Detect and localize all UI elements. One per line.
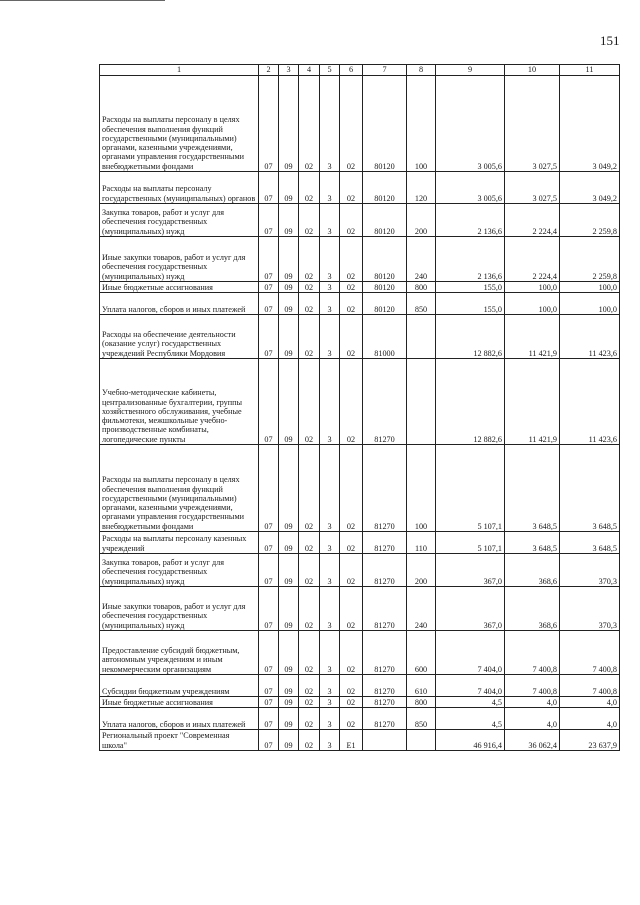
cell-c7: 80120 xyxy=(363,237,407,282)
table-row xyxy=(100,532,620,554)
cell-c10: 368,6 xyxy=(505,587,560,631)
cell-c9: 5 107,1 xyxy=(436,445,505,532)
cell-c2: 07 xyxy=(259,76,279,172)
cell-c11: 3 648,5 xyxy=(560,532,620,554)
cell-c10: 4,0 xyxy=(505,697,560,708)
cell-c9: 7 404,0 xyxy=(436,631,505,675)
cell-c3: 09 xyxy=(279,730,299,751)
cell-c11: 11 423,6 xyxy=(560,315,620,359)
cell-c4: 02 xyxy=(299,708,320,730)
cell-c5: 3 xyxy=(320,293,340,315)
cell-c6: 02 xyxy=(340,587,363,631)
cell-c2: 07 xyxy=(259,237,279,282)
cell-c11: 370,3 xyxy=(560,554,620,587)
row-label: Иные закупки товаров, работ и услуг для обеспечения государственных (муниципальных) нужд xyxy=(100,237,259,282)
table-row xyxy=(100,675,620,697)
cell-c8: 240 xyxy=(407,237,436,282)
cell-c7: 81270 xyxy=(363,708,407,730)
cell-c5: 3 xyxy=(320,554,340,587)
cell-c3: 09 xyxy=(279,293,299,315)
cell-c6: 02 xyxy=(340,315,363,359)
cell-c7: 81270 xyxy=(363,675,407,697)
cell-c9: 46 916,4 xyxy=(436,730,505,751)
cell-c11: 100,0 xyxy=(560,293,620,315)
row-label: Расходы на выплаты персоналу казенных учреждений xyxy=(100,532,259,554)
row-label: Региональный проект "Современная школа" xyxy=(100,730,259,751)
cell-c6: 02 xyxy=(340,697,363,708)
cell-c7: 80120 xyxy=(363,76,407,172)
cell-c5: 3 xyxy=(320,587,340,631)
cell-c11: 2 259,8 xyxy=(560,237,620,282)
cell-c4: 02 xyxy=(299,293,320,315)
cell-c2: 07 xyxy=(259,708,279,730)
cell-c7: 81270 xyxy=(363,445,407,532)
table-row xyxy=(100,76,620,172)
cell-c6: 02 xyxy=(340,359,363,445)
cell-c11: 2 259,8 xyxy=(560,204,620,237)
cell-c10: 11 421,9 xyxy=(505,359,560,445)
cell-c5: 3 xyxy=(320,697,340,708)
cell-c10: 11 421,9 xyxy=(505,315,560,359)
cell-c5: 3 xyxy=(320,315,340,359)
cell-c3: 09 xyxy=(279,708,299,730)
cell-c5: 3 xyxy=(320,76,340,172)
row-label: Иные закупки товаров, работ и услуг для обеспечения государственных (муниципальных) нужд xyxy=(100,587,259,631)
cell-c9: 155,0 xyxy=(436,293,505,315)
column-header-5: 5 xyxy=(320,65,340,76)
cell-c7: 80120 xyxy=(363,293,407,315)
cell-c10: 36 062,4 xyxy=(505,730,560,751)
row-label: Учебно-методические кабинеты, централизованные бухгалтерии, группы хозяйственного обслуживания, учебные фильмотеки, межшкольные учебно-производственные комбинаты, логопедические пункты xyxy=(100,359,259,445)
cell-c4: 02 xyxy=(299,675,320,697)
row-label: Расходы на выплаты персоналу в целях обеспечения выполнения функций государственными (муниципальными) органами, казенными учреждениями, органами управления государственными внебюджетными фондами xyxy=(100,445,259,532)
cell-c5: 3 xyxy=(320,237,340,282)
cell-c9: 3 005,6 xyxy=(436,172,505,204)
table-row xyxy=(100,445,620,532)
cell-c9: 7 404,0 xyxy=(436,675,505,697)
cell-c2: 07 xyxy=(259,554,279,587)
table-row xyxy=(100,697,620,708)
cell-c6: 02 xyxy=(340,675,363,697)
cell-c8 xyxy=(407,359,436,445)
cell-c6: 02 xyxy=(340,293,363,315)
cell-c3: 09 xyxy=(279,675,299,697)
cell-c3: 09 xyxy=(279,587,299,631)
cell-c5: 3 xyxy=(320,282,340,293)
cell-c2: 07 xyxy=(259,631,279,675)
cell-c3: 09 xyxy=(279,697,299,708)
cell-c6: 02 xyxy=(340,631,363,675)
cell-c3: 09 xyxy=(279,76,299,172)
cell-c3: 09 xyxy=(279,554,299,587)
cell-c8: 110 xyxy=(407,532,436,554)
cell-c2: 07 xyxy=(259,315,279,359)
cell-c11: 370,3 xyxy=(560,587,620,631)
cell-c8: 200 xyxy=(407,204,436,237)
cell-c11: 3 049,2 xyxy=(560,172,620,204)
cell-c10: 2 224,4 xyxy=(505,204,560,237)
cell-c6: 02 xyxy=(340,237,363,282)
cell-c6: 02 xyxy=(340,204,363,237)
cell-c11: 23 637,9 xyxy=(560,730,620,751)
cell-c6: 02 xyxy=(340,76,363,172)
table-row xyxy=(100,204,620,237)
cell-c11: 7 400,8 xyxy=(560,631,620,675)
column-header-8: 8 xyxy=(407,65,436,76)
cell-c8: 600 xyxy=(407,631,436,675)
cell-c3: 09 xyxy=(279,532,299,554)
cell-c4: 02 xyxy=(299,237,320,282)
cell-c9: 4,5 xyxy=(436,697,505,708)
cell-c9: 12 882,6 xyxy=(436,315,505,359)
cell-c7: 80120 xyxy=(363,282,407,293)
row-label: Расходы на обеспечение деятельности (оказание услуг) государственных учреждений Республики Мордовия xyxy=(100,315,259,359)
cell-c2: 07 xyxy=(259,172,279,204)
row-label: Расходы на выплаты персоналу государственных (муниципальных) органов xyxy=(100,172,259,204)
cell-c2: 07 xyxy=(259,730,279,751)
cell-c4: 02 xyxy=(299,730,320,751)
cell-c2: 07 xyxy=(259,675,279,697)
cell-c11: 3 648,5 xyxy=(560,445,620,532)
scan-artifact-line xyxy=(0,0,165,1)
cell-c11: 11 423,6 xyxy=(560,359,620,445)
cell-c2: 07 xyxy=(259,293,279,315)
cell-c9: 4,5 xyxy=(436,708,505,730)
cell-c6: 02 xyxy=(340,282,363,293)
cell-c3: 09 xyxy=(279,237,299,282)
row-label: Иные бюджетные ассигнования xyxy=(100,282,259,293)
cell-c3: 09 xyxy=(279,631,299,675)
cell-c9: 3 005,6 xyxy=(436,76,505,172)
row-label: Субсидии бюджетным учреждениям xyxy=(100,675,259,697)
cell-c6: 02 xyxy=(340,554,363,587)
cell-c8: 850 xyxy=(407,708,436,730)
table-row xyxy=(100,282,620,293)
cell-c8: 120 xyxy=(407,172,436,204)
cell-c3: 09 xyxy=(279,315,299,359)
cell-c3: 09 xyxy=(279,282,299,293)
cell-c7: 81000 xyxy=(363,315,407,359)
cell-c3: 09 xyxy=(279,359,299,445)
cell-c3: 09 xyxy=(279,172,299,204)
cell-c10: 7 400,8 xyxy=(505,675,560,697)
column-header-6: 6 xyxy=(340,65,363,76)
table-row xyxy=(100,237,620,282)
cell-c8 xyxy=(407,315,436,359)
cell-c4: 02 xyxy=(299,172,320,204)
cell-c10: 3 027,5 xyxy=(505,76,560,172)
cell-c5: 3 xyxy=(320,204,340,237)
cell-c8: 100 xyxy=(407,445,436,532)
column-header-9: 9 xyxy=(436,65,505,76)
column-header-11: 11 xyxy=(560,65,620,76)
cell-c2: 07 xyxy=(259,445,279,532)
cell-c9: 2 136,6 xyxy=(436,237,505,282)
cell-c10: 3 648,5 xyxy=(505,532,560,554)
cell-c4: 02 xyxy=(299,204,320,237)
cell-c7: 81270 xyxy=(363,532,407,554)
cell-c7: 81270 xyxy=(363,587,407,631)
cell-c11: 7 400,8 xyxy=(560,675,620,697)
cell-c2: 07 xyxy=(259,359,279,445)
cell-c7: 80120 xyxy=(363,204,407,237)
cell-c2: 07 xyxy=(259,282,279,293)
table-row xyxy=(100,554,620,587)
cell-c4: 02 xyxy=(299,359,320,445)
cell-c4: 02 xyxy=(299,554,320,587)
cell-c7 xyxy=(363,730,407,751)
cell-c4: 02 xyxy=(299,587,320,631)
cell-c5: 3 xyxy=(320,532,340,554)
cell-c9: 367,0 xyxy=(436,554,505,587)
cell-c2: 07 xyxy=(259,532,279,554)
cell-c11: 100,0 xyxy=(560,282,620,293)
cell-c7: 80120 xyxy=(363,172,407,204)
cell-c11: 4,0 xyxy=(560,708,620,730)
row-label: Расходы на выплаты персоналу в целях обеспечения выполнения функций государственными (муниципальными) органами, казенными учреждениями, органами управления государственными внебюджетными фондами xyxy=(100,76,259,172)
cell-c8: 100 xyxy=(407,76,436,172)
cell-c4: 02 xyxy=(299,697,320,708)
cell-c9: 5 107,1 xyxy=(436,532,505,554)
cell-c8: 800 xyxy=(407,282,436,293)
cell-c6: 02 xyxy=(340,532,363,554)
cell-c4: 02 xyxy=(299,445,320,532)
cell-c6: E1 xyxy=(340,730,363,751)
row-label: Иные бюджетные ассигнования xyxy=(100,697,259,708)
table-row xyxy=(100,315,620,359)
cell-c4: 02 xyxy=(299,282,320,293)
row-label: Уплата налогов, сборов и иных платежей xyxy=(100,708,259,730)
cell-c8: 610 xyxy=(407,675,436,697)
table-row xyxy=(100,172,620,204)
column-header-7: 7 xyxy=(363,65,407,76)
cell-c10: 368,6 xyxy=(505,554,560,587)
cell-c5: 3 xyxy=(320,730,340,751)
cell-c10: 100,0 xyxy=(505,293,560,315)
cell-c4: 02 xyxy=(299,315,320,359)
cell-c8: 850 xyxy=(407,293,436,315)
cell-c2: 07 xyxy=(259,587,279,631)
cell-c8 xyxy=(407,730,436,751)
cell-c11: 4,0 xyxy=(560,697,620,708)
cell-c6: 02 xyxy=(340,172,363,204)
cell-c5: 3 xyxy=(320,675,340,697)
cell-c9: 155,0 xyxy=(436,282,505,293)
table-row xyxy=(100,293,620,315)
table-row xyxy=(100,708,620,730)
cell-c6: 02 xyxy=(340,445,363,532)
cell-c9: 367,0 xyxy=(436,587,505,631)
cell-c10: 100,0 xyxy=(505,282,560,293)
cell-c4: 02 xyxy=(299,76,320,172)
table-header-row xyxy=(100,65,620,76)
cell-c5: 3 xyxy=(320,359,340,445)
row-label: Уплата налогов, сборов и иных платежей xyxy=(100,293,259,315)
cell-c5: 3 xyxy=(320,445,340,532)
table-row xyxy=(100,730,620,751)
page-number: 151 xyxy=(600,33,620,48)
budget-table xyxy=(99,64,620,751)
cell-c10: 2 224,4 xyxy=(505,237,560,282)
row-label: Закупка товаров, работ и услуг для обеспечения государственных (муниципальных) нужд xyxy=(100,204,259,237)
column-header-4: 4 xyxy=(299,65,320,76)
cell-c7: 81270 xyxy=(363,554,407,587)
cell-c6: 02 xyxy=(340,708,363,730)
cell-c8: 200 xyxy=(407,554,436,587)
cell-c5: 3 xyxy=(320,631,340,675)
cell-c5: 3 xyxy=(320,172,340,204)
cell-c7: 81270 xyxy=(363,631,407,675)
cell-c8: 800 xyxy=(407,697,436,708)
cell-c3: 09 xyxy=(279,445,299,532)
column-header-10: 10 xyxy=(505,65,560,76)
cell-c8: 240 xyxy=(407,587,436,631)
cell-c11: 3 049,2 xyxy=(560,76,620,172)
table-row xyxy=(100,359,620,445)
row-label: Предоставление субсидий бюджетным, автономным учреждениям и иным некоммерческим организациям xyxy=(100,631,259,675)
cell-c10: 4,0 xyxy=(505,708,560,730)
cell-c3: 09 xyxy=(279,204,299,237)
cell-c10: 7 400,8 xyxy=(505,631,560,675)
table-row xyxy=(100,587,620,631)
cell-c9: 12 882,6 xyxy=(436,359,505,445)
column-header-1: 1 xyxy=(100,65,259,76)
row-label: Закупка товаров, работ и услуг для обеспечения государственных (муниципальных) нужд xyxy=(100,554,259,587)
cell-c7: 81270 xyxy=(363,697,407,708)
table-row xyxy=(100,631,620,675)
cell-c10: 3 648,5 xyxy=(505,445,560,532)
cell-c4: 02 xyxy=(299,631,320,675)
cell-c10: 3 027,5 xyxy=(505,172,560,204)
cell-c4: 02 xyxy=(299,532,320,554)
cell-c2: 07 xyxy=(259,204,279,237)
column-header-3: 3 xyxy=(279,65,299,76)
column-header-2: 2 xyxy=(259,65,279,76)
cell-c7: 81270 xyxy=(363,359,407,445)
cell-c2: 07 xyxy=(259,697,279,708)
cell-c5: 3 xyxy=(320,708,340,730)
cell-c9: 2 136,6 xyxy=(436,204,505,237)
